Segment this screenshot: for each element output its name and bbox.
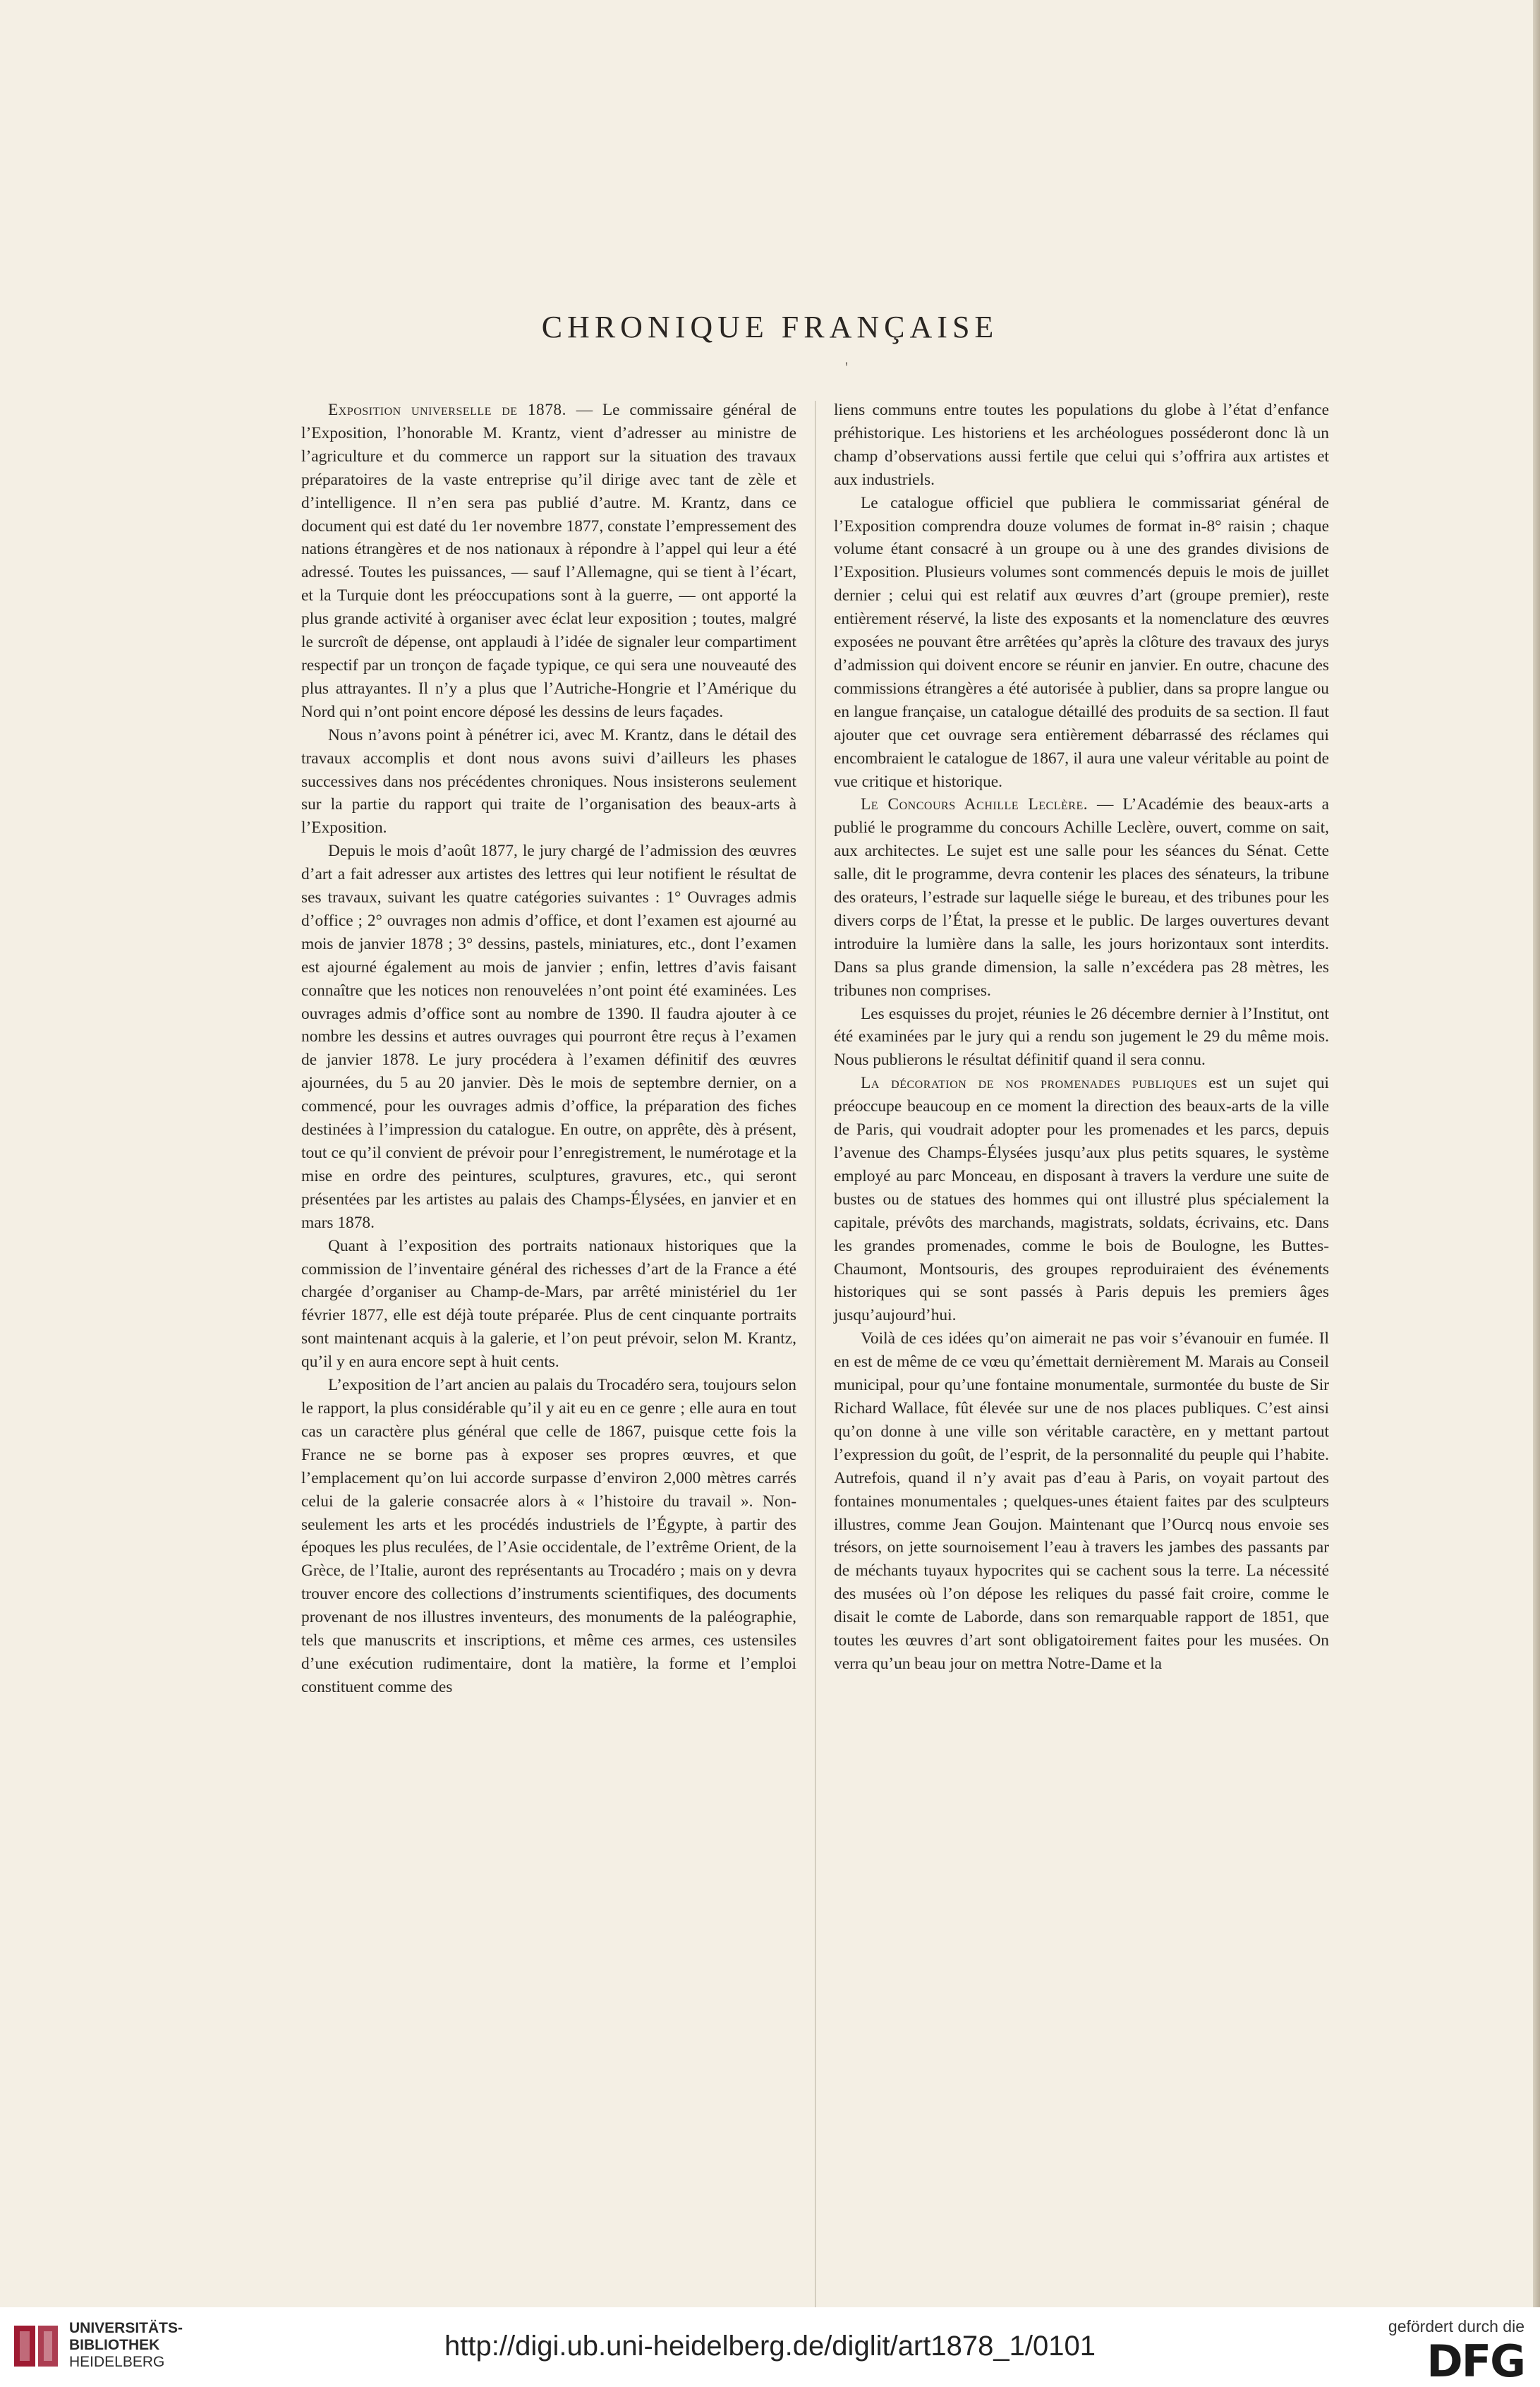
left-column [301,399,796,1699]
paragraph [301,399,796,724]
paragraph-text: Depuis le mois d’août 1877, le jury chargé de l’admission des œuvres d’art a fait adresser aux artistes des lettres qui leur notifient le résultat de ses travaux, suivant les quatre catégories suivantes : 1° Ouvrages admis d’office ; 2° ouvrages non admis d’office, et dont l’examen est ajourné au mois de janvier 1878 ; 3° dessins, pastels, miniatures, etc., dont l’examen est ajourné également au mois de janvier ; enfin, lettres d’avis faisant connaître que les notices non renouvelées n’ont point été examinées. Les ouvrages admis d’office sont au nombre de 1390. Il faudra ajouter à ce nombre les dessins et autres ouvrages qui pourront être reçus à l’examen de janvier 1878. Le jury procédera à l’examen définitif des œuvres ajournées, du 5 au 20 janvier. Dès le mois de septembre dernier, on a commencé, pour les ouvrages admis d’office, la préparation des fiches destinées à l’impression du catalogue. En outre, on apprête, dès à présent, tout ce qu’il convient de prévoir pour l’enregistrement, le numérotage et la mise en ordre des peintures, sculptures, gravures, etc., qui seront présentées par les artistes au palais des Champs-Élysées, en janvier et en mars 1878. [301,842,796,1232]
column-divider [815,401,816,2352]
paragraph-text: — Le commissaire général de l’Exposition, l’honorable M. Krantz, vient d’adresser au ministre de l’agriculture et du commerce un rapport sur la situation des travaux préparatoires de la vaste entreprise qu’il dirige avec tant de zèle et d’intelligence. Il n’en sera pas publié d’autre. M. Krantz, dans ce document qui est daté du 1er novembre 1877, constate l’empressement des nations étrangères et de nos nationaux à répondre à l’appel qui leur a été adressé. Toutes les puissances, — sauf l’Allemagne, qui se tient à l’écart, et la Turquie dont les préoccupations sont à la guerre, — ont apporté la plus grande activité à organiser avec éclat leur exposition ; toutes, malgré le surcroît de dépense, ont applaudi à l’idée de signaler leur compartiment respectif par un tronçon de façade typique, ce qui sera une nouveauté des plus attrayantes. Il n’y a plus que l’Autriche-Hongrie et l’Amérique du Nord qui n’ont point encore déposé les dessins de leurs façades. [301,401,797,721]
paragraph [834,1003,1329,1072]
paragraph [834,1327,1329,1676]
paragraph [834,1072,1329,1327]
dfg-logo: DFG [1426,2335,1524,2387]
paragraph-text: liens communs entre toutes les populations du globe à l’état d’enfance préhistorique. Les historiens et les archéologues posséderont donc là un champ d’observations aussi fertile que celui qui s’offrira aux artistes et aux industriels. [834,401,1329,489]
paragraph [301,724,796,840]
paragraph [834,399,1329,492]
paragraph-text: Les esquisses du projet, réunies le 26 décembre dernier à l’Institut, ont été examinées par le jury qui a rendu son jugement le 29 du même mois. Nous publierons le résultat définitif quand il sera connu. [834,1004,1329,1070]
library-line-1: UNIVERSITÄTS- [69,2320,183,2336]
paragraph-text: Nous n’avons point à pénétrer ici, avec M. Krantz, dans le détail des travaux accomplis et dont nous avons suivi d’ailleurs les phases successives dans nos précédentes chroniques. Nous insisterons seulement sur la partie du rapport qui traite de l’organisation des beaux-arts à l’Exposition. [301,725,796,838]
page-edge [1533,0,1540,2307]
paragraph-text: Voilà de ces idées qu’on aimerait ne pas voir s’évanouir en fumée. Il en est de même de ce vœu qu’émettait dernièrement M. Marais au Conseil municipal, pour qu’une fontaine monumentale, surmontée du buste de Sir Richard Wallace, fût élevée sur une de nos places publiques. C’est ainsi qu’on donne à une ville son véritable caractère, en y mettant partout l’expression du goût, de l’esprit, de la personnalité du peuple qui l’habite. Autrefois, quand il n’y avait pas d’eau à Paris, on voyait partout des fontaines monumentales ; quelques-unes étaient faites par des sculpteurs illustres, comme Jean Goujon. Maintenant que l’Ourcq nous envoie ses trésors, on jette sournoisement l’eau à travers les jambes des passants par de méchants tuyaux hypocrites qui se cachent sous la terre. La nécessité des musées où l’on dépose les reliques du passé fait croire, comme le disait le comte de Laborde, dans son remarquable rapport de 1851, que toutes les œuvres d’art sont obligatoirement faites pour les musées. On verra qu’un beau jour on mettra Notre-Dame et la [834,1329,1329,1673]
library-line-3: HEIDELBERG [69,2354,165,2370]
funding-caption: gefördert durch die [1388,2317,1524,2335]
paragraph-text: Quant à l’exposition des portraits nationaux historiques que la commission de l’inventaire général des richesses d’art de la France a été chargée d’organiser au Champ-de-Mars, par arrêté ministériel du 1er février 1877, elle est déjà toute préparée. Plus de cent cinquante portraits sont maintenant acquis à la galerie, et l’on peut prévoir, selon M. Krantz, qu’il y en aura encore sept à huit cents. [301,1236,796,1372]
section-lead: La décoration de nos promenades publiques [861,1074,1198,1093]
paragraph-text: Le catalogue officiel que publiera le commissariat général de l’Exposition comprendra douze volumes de format in-8° raisin ; chaque volume étant consacré à un groupe ou à une des grandes divisions de l’Exposition. Plusieurs volumes sont commencés depuis le mois de juillet dernier ; celui qui est relatif aux œuvres d’art (groupe premier), reste entièrement réservé, la liste des exposants et la nomenclature des œuvres exposées ne pouvant être arrêtées qu’après la clôture des travaux des jurys d’admission qui doivent encore se réunir en janvier. En outre, chacune des commissions étrangères a été autorisée à publier, dans sa propre langue ou en langue française, un catalogue détaillé des produits de sa section. Il faut ajouter que cet ouvrage sera entièrement débarrassé des réclames qui encombraient le catalogue de 1867, il aura une valeur véritable au point de vue critique et historique. [834,493,1329,791]
section-lead: Le Concours Achille Leclère. [861,795,1089,814]
paragraph-text: est un sujet qui préoccupe beaucoup en ce moment la direction des beaux-arts de la ville de Paris, qui voudrait adopter pour les promenades et les parcs, depuis l’avenue des Champs-Élysées jusqu’aux plus petits squares, le système employé au parc Monceau, en disposant à travers la verdure une suite de bustes ou de statues des hommes qui ont illustré plus spécialement la capitale, prévôts des marchands, magistrats, soldats, écrivains, etc. Dans les grandes promenades, comme le bois de Boulogne, les Buttes-Chaumont, Montsouris, des groupes reproduiraient des événements historiques qui se sont passés à Paris depuis les premiers âges jusqu’aujourd’hui. [834,1074,1329,1325]
paragraph [834,793,1329,1002]
right-column [834,399,1329,1676]
source-url-link[interactable]: http://digi.ub.uni-heidelberg.de/diglit/art1878_1/0101 [444,2331,1096,2362]
paragraph [301,1235,796,1374]
paragraph-text: L’exposition de l’art ancien au palais du Trocadéro sera, toujours selon le rapport, la plus considérable qu’il y ait eu en ce genre ; elle aura en tout cas un caractère plus général que celle de 1867, puisque cette fois la France ne se borne pas à exposer ses propres œuvres, et que l’emplacement qu’on lui accorde surpasse d’environ 2,000 mètres carrés celui de la galerie consacrée alors à « l’histoire du travail ». Non-seulement les arts et les procédés industriels de l’Égypte, à partir des époques les plus reculées, de l’Asie occidentale, de l’extrême Orient, de la Grèce, de l’Italie, auront des représentants au Trocadéro ; mais on y devra trouver encore des collections d’instruments scientifiques, des documents provenant de nos illustres inventeurs, des monuments de la paléographie, tels que manuscrits et inscriptions, et même ces armes, ces ustensiles d’une exécution rudimentaire, dont la matière, la forme et l’emploi constituent comme des [301,1376,796,1696]
paragraph [301,840,796,1234]
title-mark: ' [845,358,848,376]
paragraph-text: — L’Académie des beaux-arts a publié le programme du concours Achille Leclère, ouvert, comme on sait, aux architectes. Le sujet est une salle pour les séances du Sénat. Cette salle, dit le programme, devra contenir les places des sénateurs, la tribune des orateurs, l’estrade sur laquelle siége le bureau, et des tribunes pour les divers corps de l’État, la presse et le public. De larges ouvertures devant introduire la lumière dans la salle, les jours horizontaux sont interdits. Dans sa plus grande dimension, la salle n’excédera pas 28 mètres, les tribunes non comprises. [834,795,1330,1000]
paragraph [301,1374,796,1699]
library-line-2: BIBLIOTHEK [69,2337,160,2353]
paragraph [834,492,1329,794]
page-title: CHRONIQUE FRANÇAISE [541,310,999,344]
section-lead: Exposition universelle de 1878. [328,401,566,419]
